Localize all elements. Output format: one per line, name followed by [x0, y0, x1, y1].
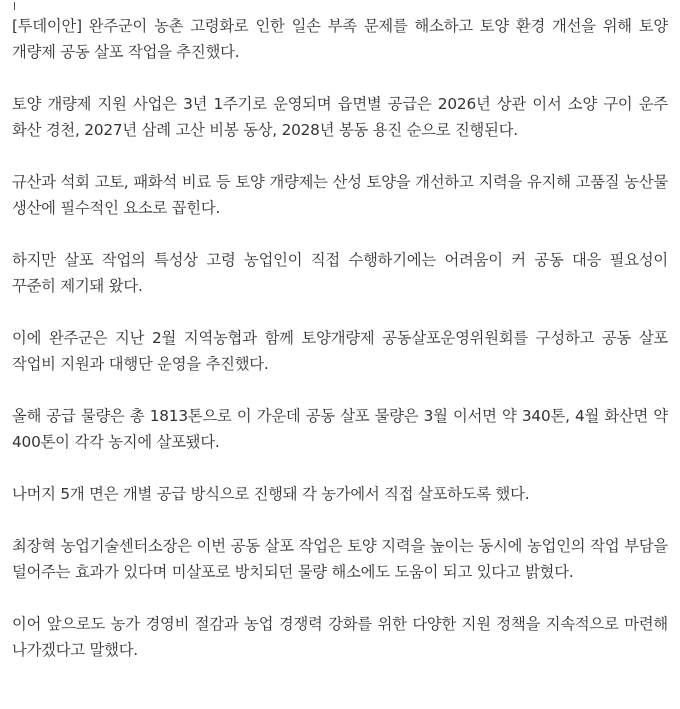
- article-paragraph-4: 하지만 살포 작업의 특성상 고령 농업인이 직접 수행하기에는 어려움이 커 공동 대응 필요성이 꾸준히 제기돼 왔다.: [12, 251, 668, 295]
- article-paragraph-9: 이어 앞으로도 농가 경영비 절감과 농업 경쟁력 강화를 위한 다양한 지원 정책을 지속적으로 마련해 나가겠다고 말했다.: [12, 615, 668, 659]
- article-paragraph-3: 규산과 석회 고토, 패화석 비료 등 토양 개량제는 산성 토양을 개선하고 지력을 유지해 고품질 농산물 생산에 필수적인 요소로 꼽힌다.: [12, 173, 668, 217]
- article-paragraph-7: 나머지 5개 면은 개별 공급 방식으로 진행돼 각 농가에서 직접 살포하도록 했다.: [12, 485, 530, 503]
- article-paragraph-1: [투데이안] 완주군이 농촌 고령화로 인한 일손 부족 문제를 해소하고 토양 환경 개선을 위해 토양 개량제 공동 살포 작업을 추진했다.: [12, 17, 668, 61]
- article-paragraph-6: 올해 공급 물량은 총 1813톤으로 이 가운데 공동 살포 물량은 3월 이서면 약 340톤, 4월 화산면 약 400톤이 각각 농지에 살포됐다.: [12, 407, 668, 451]
- article-body: [12, 13, 668, 663]
- article-paragraph-2: 토양 개량제 지원 사업은 3년 1주기로 운영되며 읍면별 공급은 2026년 상관 이서 소양 구이 운주 화산 경천, 2027년 삼례 고산 비봉 동상, 2028년 봉동 용진 순으로 진행된다.: [12, 95, 668, 139]
- text-cursor-mark: [14, 2, 15, 10]
- article-paragraph-5: 이에 완주군은 지난 2월 지역농협과 함께 토양개량제 공동살포운영위원회를 구성하고 공동 살포 작업비 지원과 대행단 운영을 추진했다.: [12, 329, 668, 373]
- article-paragraph-8: 최장혁 농업기술센터소장은 이번 공동 살포 작업은 토양 지력을 높이는 동시에 농업인의 작업 부담을 덜어주는 효과가 있다며 미살포로 방치되던 물량 해소에도 도움이 되고 있다고 밝혔다.: [12, 537, 668, 581]
